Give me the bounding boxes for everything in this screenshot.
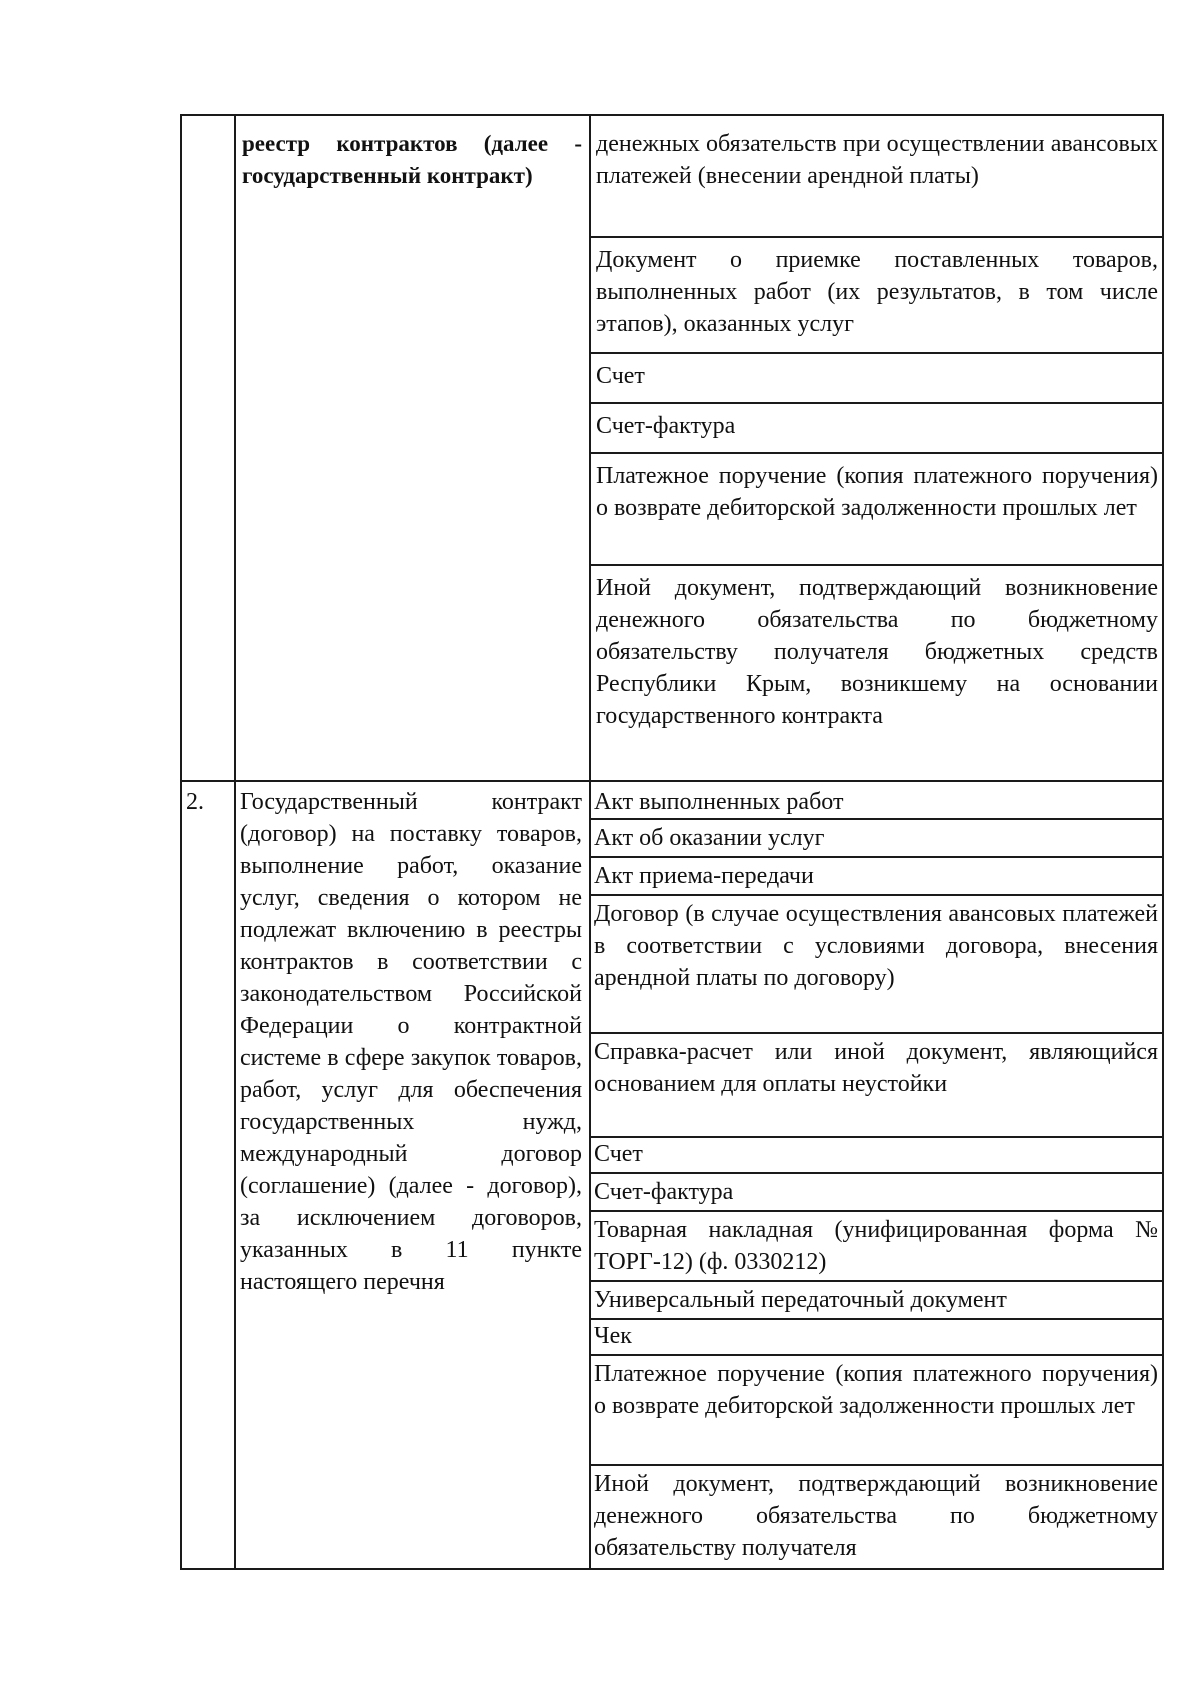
- document-row: Товарная накладная (унифицированная форма № ТОРГ-12) (ф. 0330212): [594, 1217, 1158, 1275]
- doc-row-line: [590, 856, 1164, 858]
- column-divider-number: [234, 114, 236, 1570]
- document-row: Универсальный передаточный документ: [594, 1287, 1007, 1313]
- document-row: Акт выполненных работ: [594, 789, 844, 815]
- document-row: Иной документ, подтверждающий возникновение денежного обязательства по бюджетному обязательству получателя бюджетных средств Республики Крым, возникшему на основании государственного контракта: [596, 575, 1158, 729]
- doc-row-line: [590, 1032, 1164, 1034]
- subject-cell-block1: реестр контрактов (далее - государственный контракт): [242, 131, 582, 188]
- document-row: Акт приема-передачи: [594, 863, 814, 889]
- table-border-right: [1162, 114, 1164, 1570]
- subject-cell-block2: Государственный контракт (договор) на поставку товаров, выполнение работ, оказание услуг, сведения о котором не подлежат включению в реестры контрактов в соответствии с законодательством Российской Федерации о контрактной системе в сфере закупок товаров, работ, услуг для обеспечения государственных нужд, международный договор (соглашение) (далее - договор), за исключением договоров, указанных в 11 пункте настоящего перечня: [240, 789, 582, 1295]
- doc-row-line: [590, 1464, 1164, 1466]
- doc-row-line: [590, 818, 1164, 820]
- document-row: Счет: [596, 363, 645, 389]
- doc-row-line: [590, 564, 1164, 566]
- doc-row-line: [590, 894, 1164, 896]
- document-row: Платежное поручение (копия платежного поручения) о возврате дебиторской задолженности прошлых лет: [594, 1361, 1158, 1419]
- doc-row-line: [590, 1172, 1164, 1174]
- doc-row-line: [590, 352, 1164, 354]
- doc-row-line: [590, 1354, 1164, 1356]
- document-row: Платежное поручение (копия платежного поручения) о возврате дебиторской задолженности прошлых лет: [596, 463, 1158, 521]
- table-border-bottom: [180, 1568, 1164, 1570]
- document-row: Документ о приемке поставленных товаров, выполненных работ (их результатов, в том числе этапов), оказанных услуг: [596, 247, 1158, 337]
- document-row: Акт об оказании услуг: [594, 825, 825, 851]
- table-border-top: [180, 114, 1164, 116]
- document-row: Счет-фактура: [594, 1179, 734, 1205]
- doc-row-line: [590, 452, 1164, 454]
- document-row: Счет: [594, 1141, 643, 1167]
- doc-row-line: [590, 1280, 1164, 1282]
- document-row: Чек: [594, 1323, 632, 1349]
- document-row: денежных обязательств при осуществлении авансовых платежей (внесении арендной платы): [596, 131, 1158, 189]
- column-divider-subject: [589, 114, 591, 1570]
- table-border-left: [180, 114, 182, 1570]
- row-separator-block2: [180, 780, 1164, 782]
- doc-row-line: [590, 402, 1164, 404]
- doc-row-line: [590, 236, 1164, 238]
- document-row: Счет-фактура: [596, 413, 736, 439]
- document-row: Иной документ, подтверждающий возникновение денежного обязательства по бюджетному обязательству получателя: [594, 1471, 1158, 1561]
- doc-row-line: [590, 1210, 1164, 1212]
- row-number: 2.: [186, 789, 204, 815]
- document-row: Справка-расчет или иной документ, являющийся основанием для оплаты неустойки: [594, 1039, 1158, 1097]
- document-row: Договор (в случае осуществления авансовых платежей в соответствии с условиями договора, внесения арендной платы по договору): [594, 901, 1158, 991]
